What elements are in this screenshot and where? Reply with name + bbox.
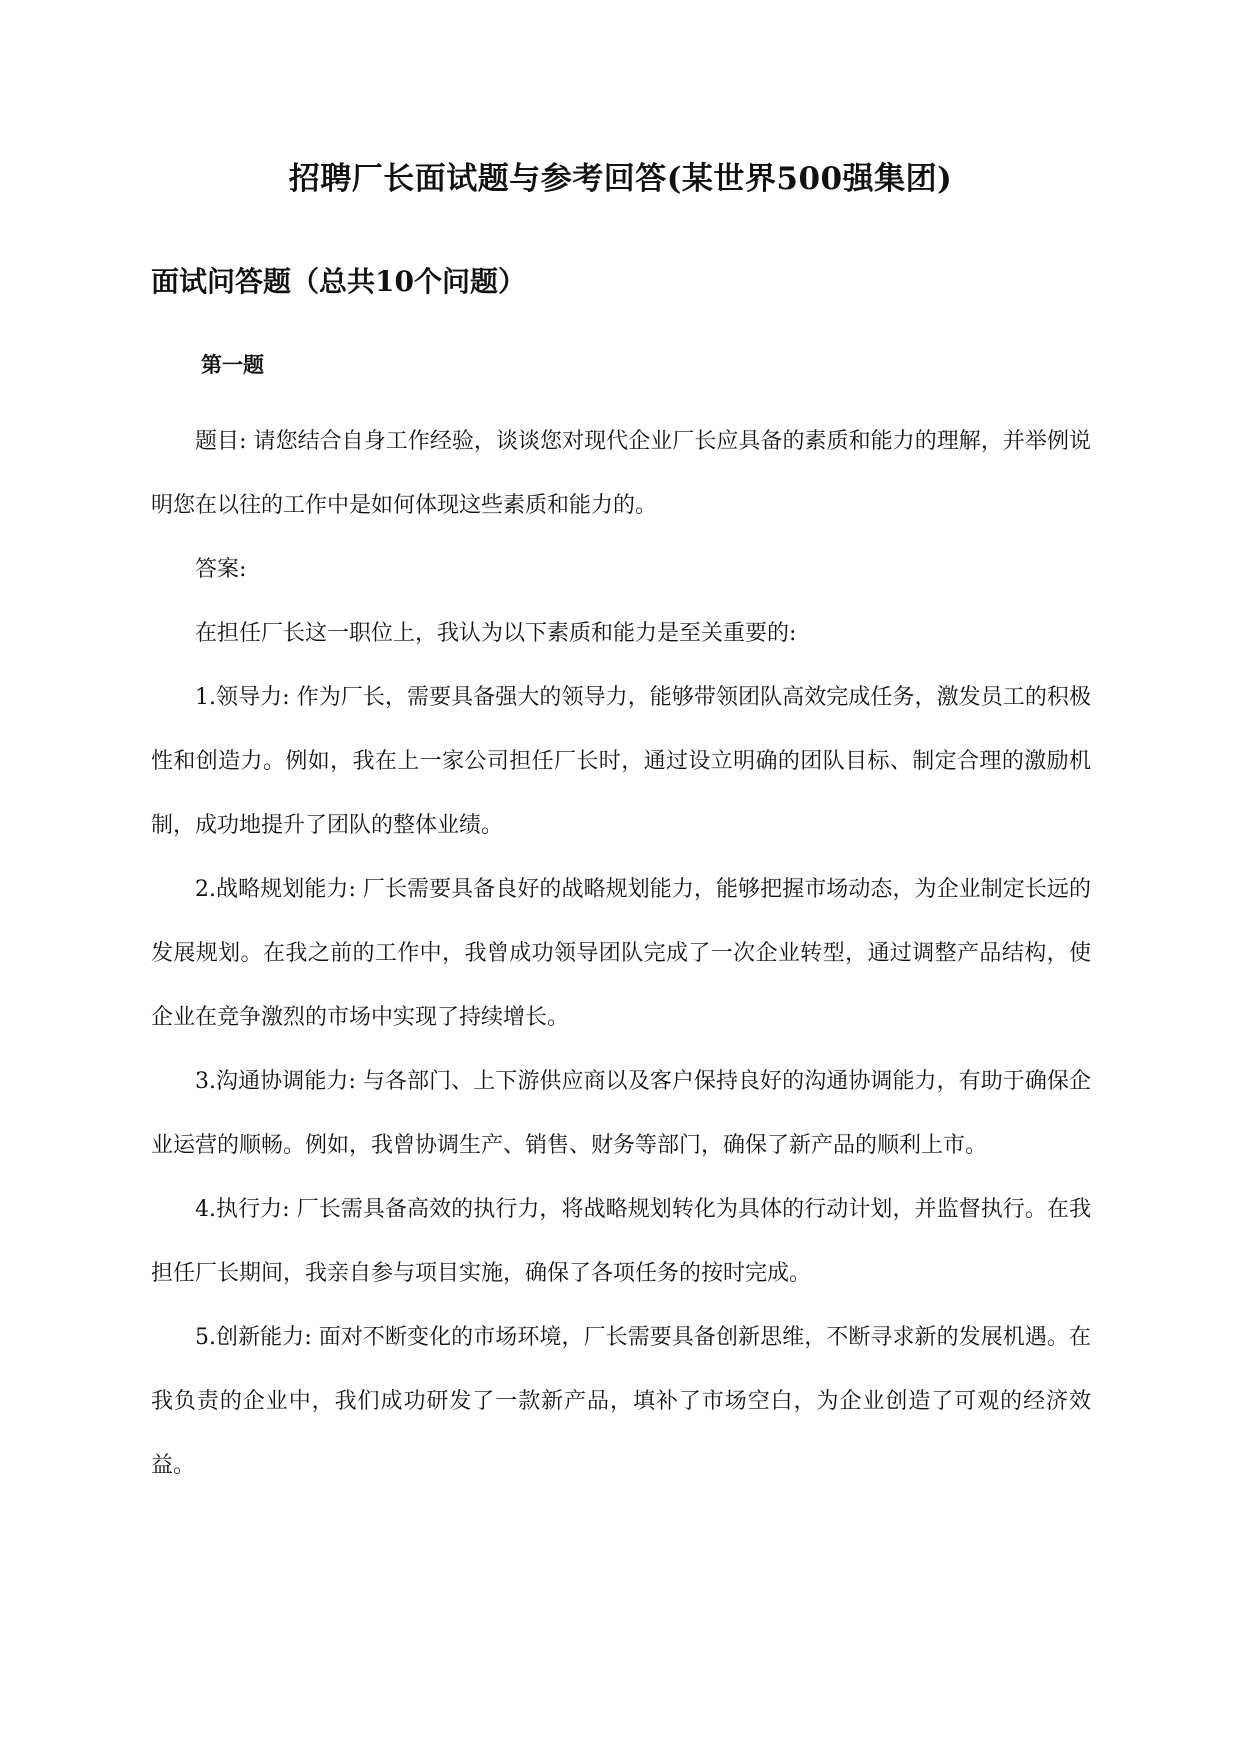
answer-body (151, 410, 1091, 1498)
section-heading: 面试问答题（总共10个问题） (151, 265, 526, 298)
answer-point: 1.领导力: 作为厂长，需要具备强大的领导力，能够带领团队高效完成任务，激发员工的积极性和创造力。例如，我在上一家公司担任厂长时，通过设立明确的团队目标、制定合理的激励机制，成功地提升了团队的整体业绩。 (151, 685, 1091, 838)
answer-label: 答案: (195, 557, 247, 582)
answer-point: 3.沟通协调能力: 与各部门、上下游供应商以及客户保持良好的沟通协调能力，有助于确保企业运营的顺畅。例如，我曾协调生产、销售、财务等部门，确保了新产品的顺利上市。 (151, 1069, 1091, 1158)
answer-point: 5.创新能力: 面对不断变化的市场环境，厂长需要具备创新思维，不断寻求新的发展机遇。在我负责的企业中，我们成功研发了一款新产品，填补了市场空白，为企业创造了可观的经济效益。 (151, 1325, 1091, 1478)
question-prompt: 题目: 请您结合自身工作经验，谈谈您对现代企业厂长应具备的素质和能力的理解，并举例说明您在以往的工作中是如何体现这些素质和能力的。 (151, 429, 1091, 518)
document-title: 招聘厂长面试题与参考回答(某世界500强集团) (288, 161, 953, 197)
answer-point: 4.执行力: 厂长需具备高效的执行力，将战略规划转化为具体的行动计划，并监督执行。在我担任厂长期间，我亲自参与项目实施，确保了各项任务的按时完成。 (151, 1197, 1091, 1286)
answer-intro: 在担任厂长这一职位上，我认为以下素质和能力是至关重要的: (195, 621, 797, 646)
question-heading: 第一题 (201, 352, 264, 377)
answer-point: 2.战略规划能力: 厂长需要具备良好的战略规划能力，能够把握市场动态，为企业制定长远的发展规划。在我之前的工作中，我曾成功领导团队完成了一次企业转型，通过调整产品结构，使企业在竞争激烈的市场中实现了持续增长。 (151, 877, 1091, 1030)
